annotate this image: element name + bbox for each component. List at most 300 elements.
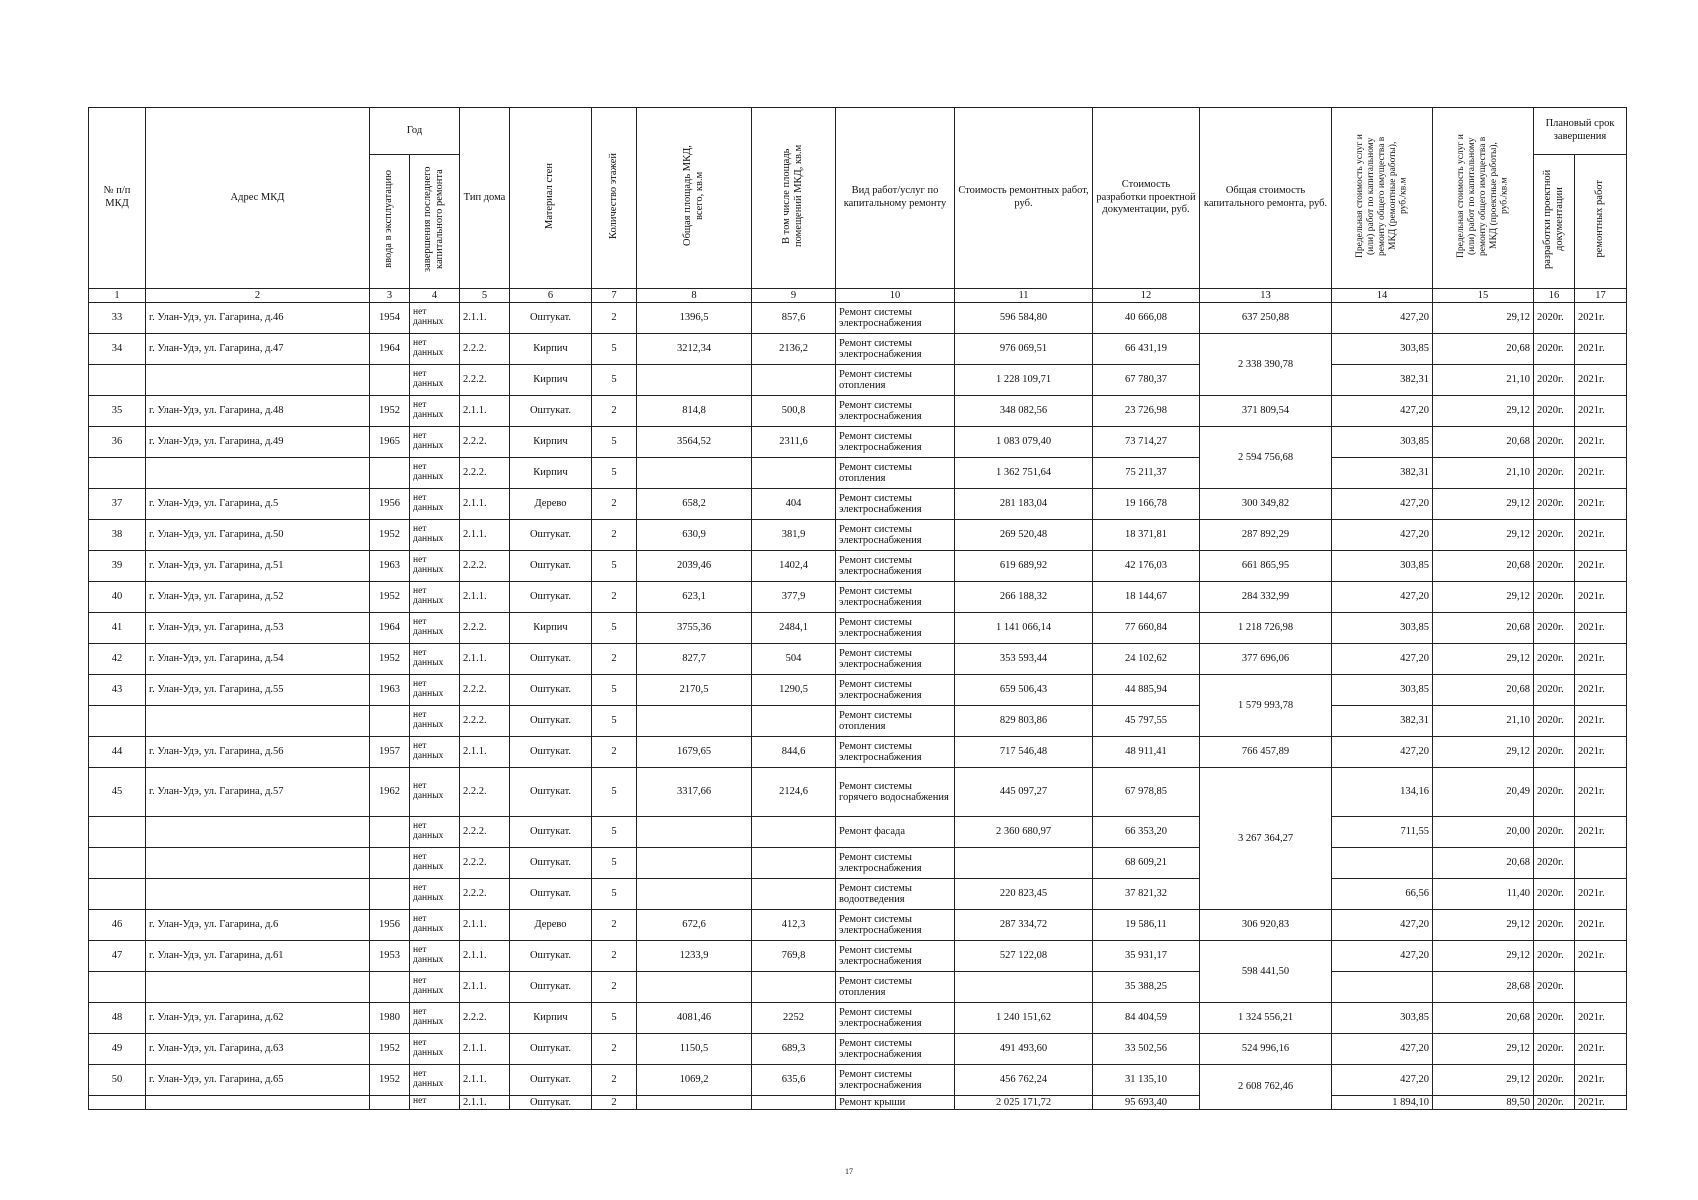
row-number [89,878,146,909]
floors-cell: 2 [592,519,637,550]
address-cell: г. Улан-Удэ, ул. Гагарина, д.47 [146,333,370,364]
table-row [89,488,1627,519]
table-row [89,1095,1627,1109]
plan-design-cell: 2020г. [1534,878,1575,909]
limit-repair-cell: 382,31 [1332,705,1433,736]
premises-area-cell: 2252 [752,1002,836,1033]
last-repair-cell: нет данных [410,643,460,674]
floors-cell: 5 [592,878,637,909]
row-number: 38 [89,519,146,550]
wall-material-cell: Оштукат. [510,581,592,612]
address-cell: г. Улан-Удэ, ул. Гагарина, д.52 [146,581,370,612]
limit-repair-cell: 427,20 [1332,581,1433,612]
total-area-cell: 630,9 [637,519,752,550]
plan-design-cell: 2020г. [1534,612,1575,643]
limit-design-cell: 11,40 [1433,878,1534,909]
floors-cell: 2 [592,395,637,426]
table-row [89,302,1627,333]
table-row [89,940,1627,971]
year-cell: 1964 [370,333,410,364]
year-cell: 1952 [370,395,410,426]
total-area-cell: 1396,5 [637,302,752,333]
row-number [89,1095,146,1109]
address-cell: г. Улан-Удэ, ул. Гагарина, д.61 [146,940,370,971]
floors-cell: 2 [592,940,637,971]
premises-area-cell: 377,9 [752,581,836,612]
limit-repair-cell: 427,20 [1332,643,1433,674]
plan-design-cell: 2020г. [1534,643,1575,674]
row-number [89,971,146,1002]
plan-design-cell: 2020г. [1534,550,1575,581]
premises-area-cell [752,705,836,736]
table-row [89,519,1627,550]
last-repair-cell: нет данных [410,457,460,488]
last-repair-cell: нет данных [410,364,460,395]
floors-cell: 2 [592,643,637,674]
column-number: 10 [836,288,955,302]
house-type-cell: 2.2.2. [460,674,510,705]
wall-material-cell: Оштукат. [510,302,592,333]
header-premises-area [752,108,836,289]
limit-repair-cell: 303,85 [1332,612,1433,643]
last-repair-cell: нет данных [410,519,460,550]
wall-material-cell: Оштукат. [510,816,592,847]
total-cost-cell: 2 338 390,78 [1200,333,1332,395]
house-type-cell: 2.2.2. [460,457,510,488]
year-cell: 1956 [370,488,410,519]
wall-material-cell: Оштукат. [510,971,592,1002]
last-repair-cell: нет данных [410,581,460,612]
total-area-cell [637,364,752,395]
address-cell: г. Улан-Удэ, ул. Гагарина, д.56 [146,736,370,767]
plan-design-cell: 2020г. [1534,302,1575,333]
row-number: 50 [89,1064,146,1095]
total-area-cell [637,971,752,1002]
last-repair-cell: нет данных [410,705,460,736]
table-row [89,971,1627,1002]
row-number: 40 [89,581,146,612]
plan-design-cell: 2020г. [1534,816,1575,847]
repair-cost-cell: 1 228 109,71 [955,364,1093,395]
address-cell [146,847,370,878]
total-area-cell [637,705,752,736]
design-cost-cell: 73 714,27 [1093,426,1200,457]
plan-repair-cell: 2021г. [1575,674,1627,705]
work-type-cell: Ремонт системы электроснабжения [836,488,955,519]
work-type-cell: Ремонт системы электроснабжения [836,1002,955,1033]
total-cost-cell: 1 324 556,21 [1200,1002,1332,1033]
floors-cell: 5 [592,705,637,736]
header-wall-material [510,108,592,289]
work-type-cell: Ремонт системы горячего водоснабжения [836,767,955,816]
design-cost-cell: 68 609,21 [1093,847,1200,878]
address-cell: г. Улан-Удэ, ул. Гагарина, д.50 [146,519,370,550]
plan-design-cell: 2020г. [1534,1033,1575,1064]
work-type-cell: Ремонт системы электроснабжения [836,519,955,550]
limit-design-cell: 21,10 [1433,364,1534,395]
plan-design-cell: 2020г. [1534,1064,1575,1095]
header-year-group: Год [370,108,460,155]
repair-cost-cell: 829 803,86 [955,705,1093,736]
floors-cell: 5 [592,847,637,878]
header-address: Адрес МКД [146,108,370,289]
floors-cell: 2 [592,1064,637,1095]
plan-design-cell: 2020г. [1534,333,1575,364]
work-type-cell: Ремонт системы электроснабжения [836,674,955,705]
house-type-cell: 2.2.2. [460,1002,510,1033]
plan-repair-cell: 2021г. [1575,878,1627,909]
table-row [89,612,1627,643]
row-number: 35 [89,395,146,426]
total-area-cell: 4081,46 [637,1002,752,1033]
plan-repair-cell: 2021г. [1575,705,1627,736]
floors-cell: 2 [592,302,637,333]
table-row [89,847,1627,878]
limit-design-cell: 20,00 [1433,816,1534,847]
address-cell: г. Улан-Удэ, ул. Гагарина, д.62 [146,1002,370,1033]
premises-area-cell: 857,6 [752,302,836,333]
work-type-cell: Ремонт системы электроснабжения [836,940,955,971]
design-cost-cell: 66 431,19 [1093,333,1200,364]
design-cost-cell: 19 586,11 [1093,909,1200,940]
house-type-cell: 2.1.1. [460,302,510,333]
house-type-cell: 2.2.2. [460,767,510,816]
design-cost-cell: 77 660,84 [1093,612,1200,643]
work-type-cell: Ремонт системы электроснабжения [836,1033,955,1064]
premises-area-cell: 412,3 [752,909,836,940]
limit-design-cell: 29,12 [1433,302,1534,333]
work-type-cell: Ремонт системы электроснабжения [836,909,955,940]
premises-area-cell [752,816,836,847]
column-number: 4 [410,288,460,302]
design-cost-cell: 44 885,94 [1093,674,1200,705]
plan-repair-cell: 2021г. [1575,767,1627,816]
limit-repair-cell [1332,847,1433,878]
design-cost-cell: 24 102,62 [1093,643,1200,674]
total-area-cell: 3317,66 [637,767,752,816]
design-cost-cell: 23 726,98 [1093,395,1200,426]
limit-repair-cell: 427,20 [1332,488,1433,519]
repair-cost-cell: 1 240 151,62 [955,1002,1093,1033]
total-cost-cell: 766 457,89 [1200,736,1332,767]
limit-repair-cell: 427,20 [1332,302,1433,333]
limit-repair-cell: 382,31 [1332,457,1433,488]
repair-cost-cell: 2 025 171,72 [955,1095,1093,1109]
table-header [89,108,1627,303]
total-area-cell: 2039,46 [637,550,752,581]
plan-repair-cell: 2021г. [1575,1033,1627,1064]
address-cell [146,878,370,909]
limit-design-cell: 29,12 [1433,643,1534,674]
year-cell [370,816,410,847]
plan-design-cell: 2020г. [1534,1095,1575,1109]
design-cost-cell: 33 502,56 [1093,1033,1200,1064]
table-row [89,426,1627,457]
total-area-cell [637,816,752,847]
wall-material-cell: Оштукат. [510,1095,592,1109]
repair-cost-cell: 445 097,27 [955,767,1093,816]
table-row [89,674,1627,705]
wall-material-cell: Кирпич [510,333,592,364]
limit-design-cell: 29,12 [1433,736,1534,767]
total-area-cell: 3564,52 [637,426,752,457]
repair-cost-cell: 596 584,80 [955,302,1093,333]
header-plan-design [1534,155,1575,289]
floors-cell: 5 [592,333,637,364]
total-cost-cell: 377 696,06 [1200,643,1332,674]
repair-cost-cell: 659 506,43 [955,674,1093,705]
repair-cost-cell: 1 362 751,64 [955,457,1093,488]
total-cost-cell: 2 594 756,68 [1200,426,1332,488]
design-cost-cell: 31 135,10 [1093,1064,1200,1095]
last-repair-cell: нет данных [410,1002,460,1033]
floors-cell: 5 [592,364,637,395]
table-row [89,767,1627,816]
last-repair-cell: нет данных [410,816,460,847]
limit-design-cell: 20,68 [1433,612,1534,643]
wall-material-cell: Оштукат. [510,550,592,581]
limit-repair-cell: 303,85 [1332,1002,1433,1033]
limit-repair-cell [1332,971,1433,1002]
total-cost-cell: 371 809,54 [1200,395,1332,426]
house-type-cell: 2.1.1. [460,909,510,940]
limit-repair-cell: 427,20 [1332,736,1433,767]
plan-design-cell: 2020г. [1534,736,1575,767]
limit-repair-cell: 134,16 [1332,767,1433,816]
total-cost-cell: 637 250,88 [1200,302,1332,333]
table-row [89,1064,1627,1095]
floors-cell: 2 [592,581,637,612]
plan-repair-cell: 2021г. [1575,909,1627,940]
wall-material-cell: Кирпич [510,457,592,488]
last-repair-cell: нет данных [410,878,460,909]
year-cell: 1963 [370,550,410,581]
limit-repair-cell: 303,85 [1332,550,1433,581]
total-cost-cell: 300 349,82 [1200,488,1332,519]
last-repair-cell: нет данных [410,395,460,426]
wall-material-cell: Кирпич [510,612,592,643]
wall-material-cell: Дерево [510,909,592,940]
year-cell: 1953 [370,940,410,971]
plan-repair-cell: 2021г. [1575,736,1627,767]
floors-cell: 5 [592,767,637,816]
address-cell [146,705,370,736]
premises-area-cell [752,971,836,1002]
row-number [89,364,146,395]
year-cell: 1963 [370,674,410,705]
limit-design-cell: 20,68 [1433,847,1534,878]
work-type-cell: Ремонт системы электроснабжения [836,1064,955,1095]
work-type-cell: Ремонт системы электроснабжения [836,302,955,333]
work-type-cell: Ремонт системы отопления [836,971,955,1002]
plan-design-cell: 2020г. [1534,581,1575,612]
last-repair-cell: нет данных [410,940,460,971]
year-cell: 1980 [370,1002,410,1033]
table-row [89,705,1627,736]
year-cell [370,971,410,1002]
header-limit-design [1433,108,1534,289]
header-floors-text: Количество этажей [607,152,619,239]
year-cell: 1954 [370,302,410,333]
plan-repair-cell: 2021г. [1575,643,1627,674]
row-number: 48 [89,1002,146,1033]
column-number: 12 [1093,288,1200,302]
row-number: 36 [89,426,146,457]
premises-area-cell: 2124,6 [752,767,836,816]
address-cell [146,364,370,395]
design-cost-cell: 66 353,20 [1093,816,1200,847]
house-type-cell: 2.1.1. [460,940,510,971]
year-cell [370,1095,410,1109]
premises-area-cell: 1402,4 [752,550,836,581]
last-repair-cell: нет данных [410,612,460,643]
repair-cost-cell: 1 141 066,14 [955,612,1093,643]
total-area-cell: 658,2 [637,488,752,519]
table-row [89,581,1627,612]
limit-repair-cell: 427,20 [1332,395,1433,426]
house-type-cell: 2.2.2. [460,426,510,457]
limit-design-cell: 29,12 [1433,1064,1534,1095]
last-repair-cell: нет данных [410,1064,460,1095]
plan-design-cell: 2020г. [1534,909,1575,940]
design-cost-cell: 42 176,03 [1093,550,1200,581]
repair-cost-cell: 348 082,56 [955,395,1093,426]
repair-cost-cell: 619 689,92 [955,550,1093,581]
wall-material-cell: Оштукат. [510,767,592,816]
design-cost-cell: 45 797,55 [1093,705,1200,736]
last-repair-cell: нет данных [410,909,460,940]
house-type-cell: 2.1.1. [460,971,510,1002]
premises-area-cell: 381,9 [752,519,836,550]
limit-design-cell: 20,68 [1433,426,1534,457]
table-row [89,333,1627,364]
total-area-cell: 814,8 [637,395,752,426]
repair-cost-cell: 266 188,32 [955,581,1093,612]
address-cell: г. Улан-Удэ, ул. Гагарина, д.54 [146,643,370,674]
year-cell: 1952 [370,1064,410,1095]
repair-cost-cell: 1 083 079,40 [955,426,1093,457]
work-type-cell: Ремонт системы электроснабжения [836,643,955,674]
plan-repair-cell: 2021г. [1575,581,1627,612]
wall-material-cell: Кирпич [510,426,592,457]
limit-design-cell: 28,68 [1433,971,1534,1002]
header-limit-repair-text: Предельная стоимость услуг и (или) работ по капитальному ремонту общего имущества в МКД (ремонтные работы), руб./кв.м [1354,133,1409,258]
floors-cell: 2 [592,971,637,1002]
header-num: № п/п МКД [89,108,146,289]
house-type-cell: 2.2.2. [460,333,510,364]
address-cell: г. Улан-Удэ, ул. Гагарина, д.65 [146,1064,370,1095]
work-type-cell: Ремонт системы электроснабжения [836,395,955,426]
limit-repair-cell: 1 894,10 [1332,1095,1433,1109]
address-cell [146,1095,370,1109]
header-house-type: Тип дома [460,108,510,289]
row-number [89,847,146,878]
repair-cost-cell: 2 360 680,97 [955,816,1093,847]
floors-cell: 5 [592,674,637,705]
header-floors [592,108,637,289]
total-cost-cell: 2 608 762,46 [1200,1064,1332,1109]
total-area-cell: 623,1 [637,581,752,612]
plan-repair-cell: 2021г. [1575,488,1627,519]
last-repair-cell: нет данных [410,736,460,767]
premises-area-cell [752,364,836,395]
capital-repair-table [88,107,1627,1110]
table-row [89,643,1627,674]
year-cell: 1952 [370,1033,410,1064]
last-repair-cell: нет данных [410,767,460,816]
header-limit-design-text: Предельная стоимость услуг и (или) работ по капитальному ремонту общего имущества в МКД (проектные работы), руб./кв.м [1455,133,1510,258]
row-number: 49 [89,1033,146,1064]
design-cost-cell: 48 911,41 [1093,736,1200,767]
address-cell: г. Улан-Удэ, ул. Гагарина, д.51 [146,550,370,581]
plan-repair-cell: 2021г. [1575,457,1627,488]
row-number: 43 [89,674,146,705]
repair-cost-cell: 491 493,60 [955,1033,1093,1064]
year-cell [370,705,410,736]
repair-cost-cell: 269 520,48 [955,519,1093,550]
total-area-cell: 1069,2 [637,1064,752,1095]
design-cost-cell: 18 144,67 [1093,581,1200,612]
wall-material-cell: Оштукат. [510,878,592,909]
last-repair-cell: нет данных [410,302,460,333]
limit-design-cell: 29,12 [1433,395,1534,426]
house-type-cell: 2.2.2. [460,816,510,847]
work-type-cell: Ремонт системы отопления [836,705,955,736]
work-type-cell: Ремонт системы электроснабжения [836,581,955,612]
repair-cost-cell: 717 546,48 [955,736,1093,767]
repair-cost-cell: 527 122,08 [955,940,1093,971]
design-cost-cell: 95 693,40 [1093,1095,1200,1109]
work-type-cell: Ремонт системы электроснабжения [836,847,955,878]
wall-material-cell: Кирпич [510,364,592,395]
plan-repair-cell: 2021г. [1575,550,1627,581]
limit-repair-cell: 303,85 [1332,333,1433,364]
header-plan-repair-text: ремонтных работ [1594,180,1606,258]
row-number: 46 [89,909,146,940]
design-cost-cell: 35 931,17 [1093,940,1200,971]
limit-repair-cell: 303,85 [1332,674,1433,705]
table-row [89,736,1627,767]
header-design-cost: Стоимость разработки проектной документации, руб. [1093,108,1200,289]
total-cost-cell: 598 441,50 [1200,940,1332,1002]
wall-material-cell: Дерево [510,488,592,519]
design-cost-cell: 67 780,37 [1093,364,1200,395]
total-area-cell: 3212,34 [637,333,752,364]
header-plan-design-text: разработки проектной документации [1541,169,1565,269]
premises-area-cell: 769,8 [752,940,836,971]
house-type-cell: 2.1.1. [460,581,510,612]
year-cell [370,364,410,395]
limit-design-cell: 29,12 [1433,1033,1534,1064]
row-number: 44 [89,736,146,767]
plan-design-cell: 2020г. [1534,847,1575,878]
house-type-cell: 2.1.1. [460,488,510,519]
year-cell: 1962 [370,767,410,816]
table-body [89,302,1627,1109]
floors-cell: 5 [592,426,637,457]
wall-material-cell: Кирпич [510,1002,592,1033]
total-area-cell: 2170,5 [637,674,752,705]
repair-cost-cell: 353 593,44 [955,643,1093,674]
header-year-last-repair [410,155,460,289]
work-type-cell: Ремонт фасада [836,816,955,847]
header-total-area-text: Общая площадь МКД, всего, кв.м [681,145,705,246]
total-cost-cell: 306 920,83 [1200,909,1332,940]
house-type-cell: 2.2.2. [460,364,510,395]
limit-design-cell: 20,49 [1433,767,1534,816]
wall-material-cell: Оштукат. [510,1064,592,1095]
column-number: 6 [510,288,592,302]
